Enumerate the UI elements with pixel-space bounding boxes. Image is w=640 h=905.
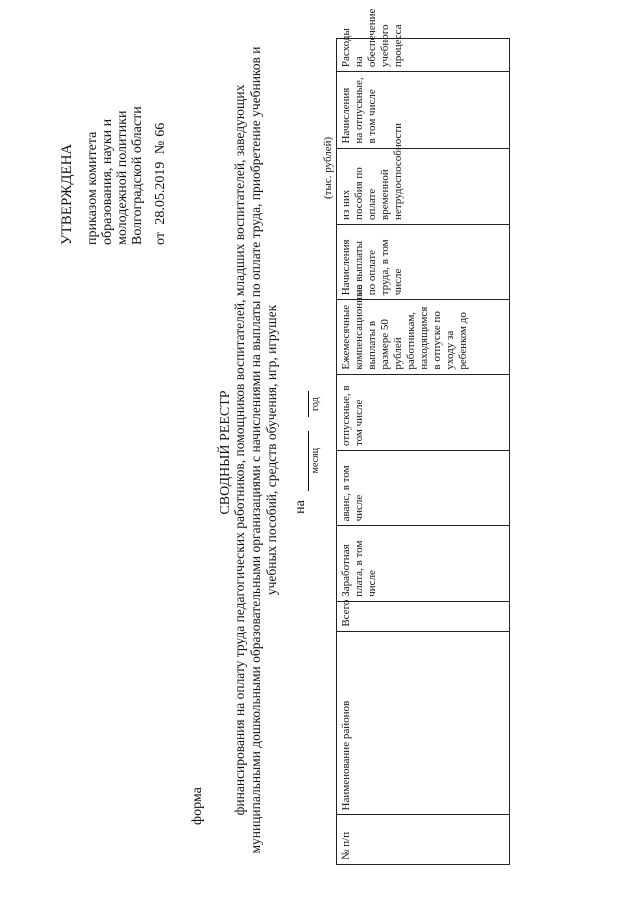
register-table [336, 8, 510, 865]
header-cell: № п/п [337, 815, 510, 865]
approval-date-number [153, 5, 168, 245]
number-sign: № [153, 140, 168, 155]
header-cell: Начисления на отпускные, в том числе [337, 72, 510, 148]
year-caption: год [310, 397, 321, 411]
header-cell: из них пособия по оплате временной нетрудоспособности [337, 148, 510, 224]
form-label: форма [190, 787, 205, 825]
header-cell: Наименование районов [337, 631, 510, 815]
approval-line: приказом комитета [85, 131, 100, 245]
header-cell: Всего [337, 601, 510, 631]
header-cell: Заработная плата, в том числе [337, 526, 510, 601]
register-title: СВОДНЫЙ РЕЕСТР [218, 390, 233, 515]
approval-line: образования, науки и [100, 118, 115, 245]
period-line [293, 0, 321, 905]
approval-date: 28.05.2019 [153, 161, 168, 225]
units-note: (тыс. рублей) [322, 136, 334, 199]
period-prefix: на [293, 500, 308, 514]
approval-number: 66 [153, 122, 168, 137]
header-cell: Расходы на обеспечение учебного процесса [337, 39, 510, 72]
approval-line: молодежной политики [115, 110, 130, 245]
month-blank [293, 431, 321, 491]
approval-heading: УТВЕРЖДЕНА [59, 143, 75, 245]
header-cell: Ежемесячные компенсационные выплаты в размере 50 рублей работникам, находящимся в отпуске по уходу за ребенком до [337, 300, 510, 374]
month-caption: месяц [310, 447, 321, 474]
date-prefix: от [153, 232, 168, 245]
approval-line: Волгоградской области [130, 106, 145, 245]
header-cell: аванс, в том числе [337, 451, 510, 526]
header-cell: Начисления на выплаты по оплате труда, в том числе [337, 224, 510, 299]
register-description: финансирования на оплату труда педагогических работников, помощников воспитателей, младших воспитателей, заведующих муниципальными дошкольными образовательными организациями с начислениями на выплаты по оплате труда, приобретение учебников и учебных пособий, средств обучения, игр, игрушек [232, 46, 279, 854]
table-header-row [337, 39, 510, 865]
approval-block [60, 5, 168, 245]
year-blank [293, 391, 321, 417]
header-cell: отпускные, в том числе [337, 374, 510, 450]
